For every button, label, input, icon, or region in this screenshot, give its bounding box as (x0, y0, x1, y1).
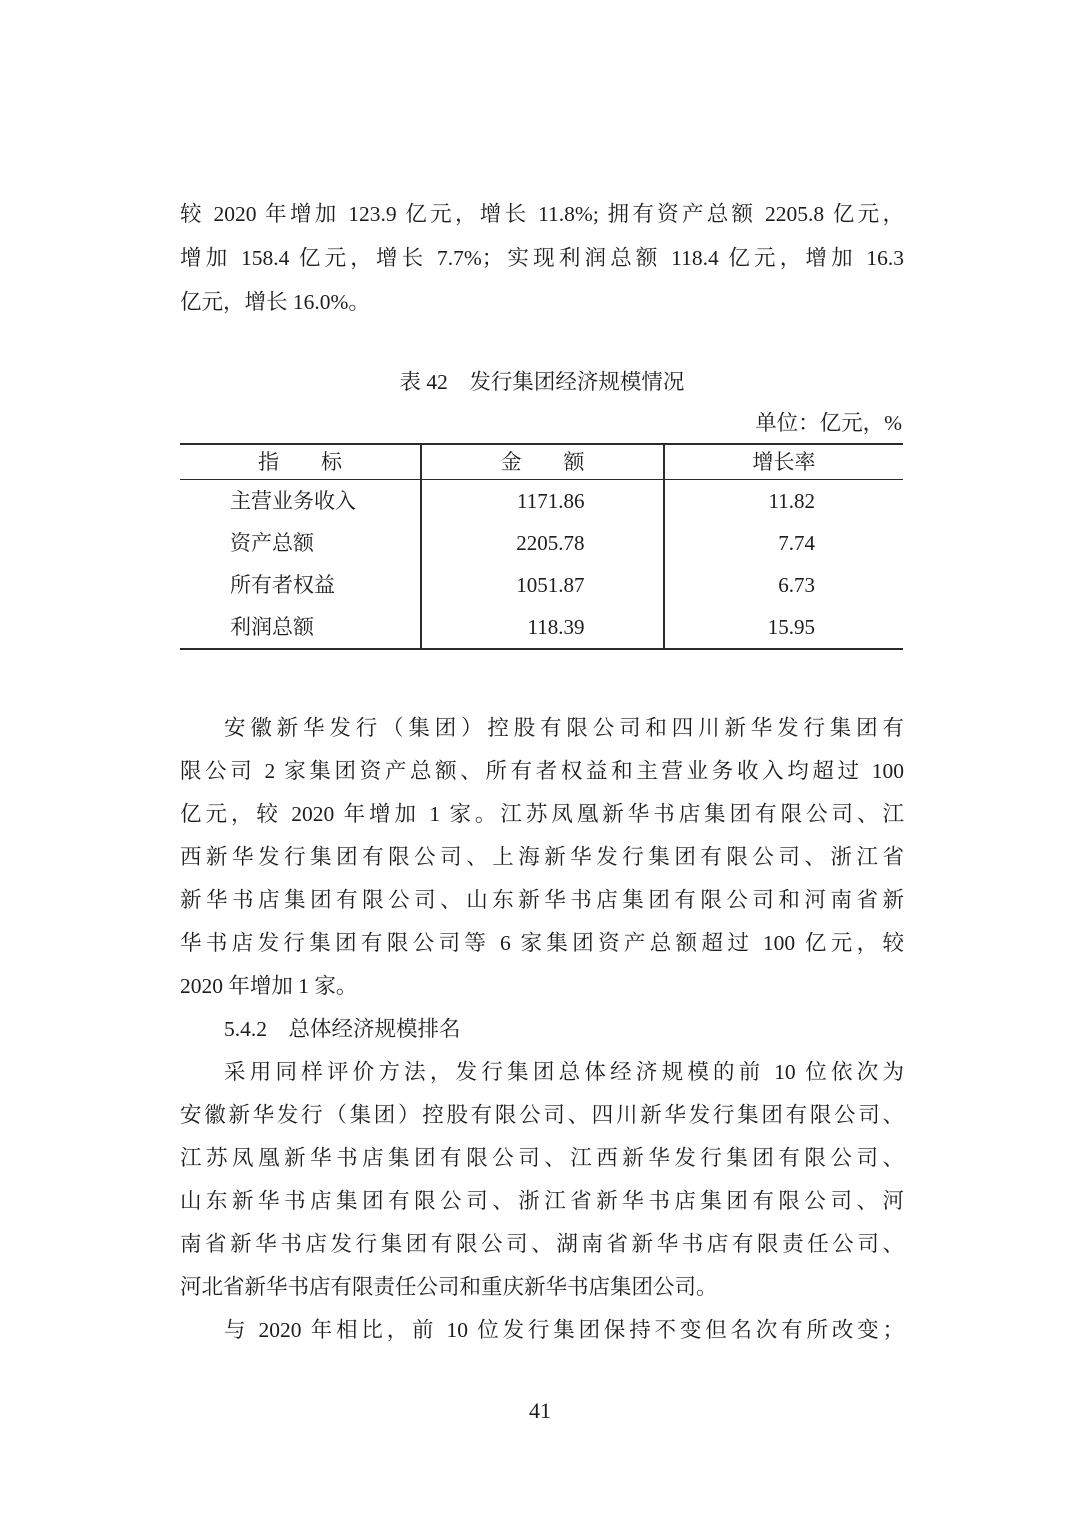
amount-cell (420, 522, 663, 564)
body-line: 西新华发行集团有限公司、上海新华发行集团有限公司、浙江省 (180, 845, 904, 869)
header-indicator: 指 标 (258, 450, 342, 474)
body-line: 较 2020 年增加 123.9 亿元，增长 11.8%; 拥有资产总额 2205.8 亿元， (180, 202, 904, 226)
indicator-cell: 所有者权益 (230, 573, 335, 597)
table-row (180, 480, 903, 522)
table-row (180, 564, 903, 606)
page-number: 41 (529, 1398, 551, 1423)
growth-value: 15.95 (767, 615, 815, 639)
table-header-row (180, 445, 903, 480)
body-line: 河北省新华书店有限责任公司和重庆新华书店集团公司。 (180, 1275, 718, 1299)
body-line: 山东新华书店集团有限公司、浙江省新华书店集团有限公司、河 (180, 1189, 904, 1213)
growth-value: 7.74 (778, 531, 815, 555)
body-line: 增加 158.4 亿元，增长 7.7%；实现利润总额 118.4 亿元，增加 16.3 (180, 246, 904, 270)
body-line: 亿元，增长 16.0%。 (180, 290, 370, 314)
paragraph-economic-summary (180, 192, 904, 324)
amount-value: 1051.87 (516, 573, 585, 597)
table-unit-note: 单位：亿元，% (755, 411, 902, 435)
indicator-cell: 利润总额 (230, 615, 314, 639)
body-line: 安徽新华发行（集团）控股有限公司、四川新华发行集团有限公司、 (180, 1103, 904, 1127)
body-line: 2020 年增加 1 家。 (180, 974, 358, 998)
growth-value: 6.73 (778, 573, 815, 597)
body-line: 华书店发行集团有限公司等 6 家集团资产总额超过 100 亿元，较 (180, 931, 904, 955)
amount-cell (420, 606, 663, 648)
paragraph-groups-over-100 (180, 707, 904, 1008)
body-line: 限公司 2 家集团资产总额、所有者权益和主营业务收入均超过 100 (180, 759, 904, 783)
header-growth-rate: 增长率 (663, 445, 903, 479)
section-heading-5-4-2: 5.4.2 总体经济规模排名 (224, 1017, 461, 1041)
amount-value: 118.39 (527, 615, 585, 639)
header-amount: 金 额 (420, 445, 663, 479)
indicator-cell: 主营业务收入 (230, 489, 356, 513)
indicator-cell: 资产总额 (230, 531, 314, 555)
body-line: 亿元，较 2020 年增加 1 家。江苏凤凰新华书店集团有限公司、江 (180, 802, 904, 826)
body-line: 与 2020 年相比，前 10 位发行集团保持不变但名次有所改变； (224, 1318, 904, 1342)
table-row (180, 606, 903, 648)
growth-cell (663, 480, 903, 522)
paragraph-top10-ranking (180, 1051, 904, 1309)
table-row (180, 522, 903, 564)
amount-value: 1171.86 (517, 489, 585, 513)
table-caption: 表 42 发行集团经济规模情况 (399, 370, 685, 394)
growth-cell (663, 522, 903, 564)
growth-cell (663, 606, 903, 648)
body-line: 南省新华书店发行集团有限公司、湖南省新华书店有限责任公司、 (180, 1232, 904, 1256)
amount-cell (420, 564, 663, 606)
body-line: 新华书店集团有限公司、山东新华书店集团有限公司和河南省新 (180, 888, 904, 912)
growth-cell (663, 564, 903, 606)
growth-value: 11.82 (768, 489, 815, 513)
body-line: 江苏凤凰新华书店集团有限公司、江西新华发行集团有限公司、 (180, 1146, 904, 1170)
economic-scale-table (180, 443, 903, 650)
amount-cell (420, 480, 663, 522)
paragraph-comparison-2020 (180, 1309, 904, 1352)
amount-value: 2205.78 (516, 531, 585, 555)
body-line: 采用同样评价方法，发行集团总体经济规模的前 10 位依次为 (224, 1060, 904, 1084)
body-line: 安徽新华发行（集团）控股有限公司和四川新华发行集团有 (224, 716, 904, 740)
